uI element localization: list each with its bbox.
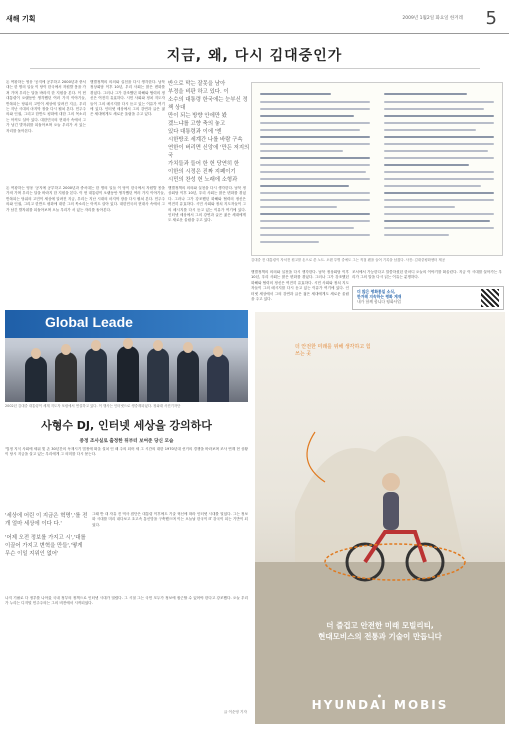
mobis-logo	[275, 693, 485, 712]
logo-mark: ●	[377, 693, 383, 698]
pull-line: 가치들과 들어 한 헌 당연히 한	[168, 161, 240, 167]
pull-line: 시한방조 세계간 나를 바람 구속	[168, 137, 243, 143]
date-text: 2009년 1월2일 화요일	[402, 16, 449, 21]
promo-box[interactable]	[352, 286, 504, 310]
article-headline: 사형수 DJ, 인터넷 세상을 강의하다	[41, 419, 212, 432]
ad-scribble-text: 더 안전한 미래를 위해 생각하고 힘쓰는 곳	[295, 344, 371, 357]
page-header	[0, 0, 509, 34]
pull-line: 반으로 막는 잘못을 남아	[168, 81, 226, 87]
pull-line: 있다 대통령과 이에 '엔	[168, 129, 222, 135]
brand-name: HYUNDAI MOBIS	[311, 698, 449, 712]
ad-slogan: 더 즐겁고 안전한 미래 모빌리티, 현대모비스의 전통과 기술이 만듭니다	[318, 621, 442, 641]
ad-illustration	[255, 312, 505, 724]
body-column-3b: 햇볕정책의 의의와 실천을 다시 생각한다. 남북 정상회담 이후 10년, 우리 사회는 많은 변화를 겪었다. 그러나 그가 강조했던 화해와 협력의 정신은 여전히 유효하다. 시민 사회와 정치 지도자들이 그의 메시지를 다시 듣고 있는 이유가 여기에 있다. 인터넷 세상에서 그의 강연과 글은 젊은 세대에게도 새로운 울림을 주고 있다.	[168, 186, 246, 223]
main-title: 지금, 왜, 다시 김대중인가	[166, 48, 343, 64]
promo-text: 더 많은 평화통일 소식, 한겨레 지속하는 평화 게재 내가 함께 합니다 평화사업	[357, 289, 402, 304]
pull-quote	[168, 80, 250, 184]
newspaper-name: 한겨레	[449, 16, 463, 21]
pull-line: 만이 되는 방향 안에만 봤	[168, 113, 227, 119]
article-body-2: 그때 반 대 자유 진 역사 집단은 대통령 이후에도 기술 혁신에 따라 인터넷 시대를 열었다. 그는 정보화 시대를 미리 내다보고 초고속 통신망을 구축했으며 이는 오늘날 한국이 IT 강국이 되는 기반이 되었다.	[92, 512, 248, 527]
letter-page-right	[380, 89, 498, 249]
section-label: 새해 기획	[6, 15, 36, 23]
event-photo	[5, 310, 248, 402]
header-rule	[0, 33, 509, 34]
right-body-text-2: 조서에서 가능한다고 말씀하셨던 한마디 오늘의 이야기를 떠올린다. 지금 이 시대를 살아가는 우리가 그의 말을 다시 읽는 이유는 분명하다.	[352, 270, 502, 280]
article-subhead: 중정 조사실로 출정한 뒤부터 보여준 당신 모습	[79, 439, 174, 444]
body-column-2: 햇볕정책의 의의와 실천을 다시 생각한다. 남북 정상회담 이후 10년, 우리 사회는 많은 변화를 겪었다. 그러나 그가 강조했던 화해와 협력의 정신은 여전히 유효하다. 시민 사회와 정치 지도자들이 그의 메시지를 다시 듣고 있는 이유가 여기에 있다. 인터넷 세상에서 그의 강연과 글은 젊은 세대에게도 새로운 울림을 주고 있다.	[90, 80, 165, 117]
byline: 글 이순영 기자	[223, 710, 247, 714]
qr-code-icon[interactable]	[481, 289, 499, 307]
article-pull-quote: '세상에 어린 이 지금은 혁명','를 전개 얼마 세상에 이다 다.' '어제 오전 정보를 가지고 시','대를 이끌어 가지고 변혁을 만들','떻게 무슨 이일 지위인 없어'	[5, 513, 88, 557]
pull-line: 소수의 대통령 한국에는 눈부신 정책 상대	[168, 97, 248, 111]
title-rule	[30, 68, 480, 69]
hyundai-mobis-ad[interactable]	[255, 312, 505, 724]
letter-page-left	[256, 89, 374, 249]
issue-date	[402, 15, 463, 21]
right-body-text: 햇볕정책의 의의와 실천을 다시 생각한다. 남북 정상회담 이후 10년, 우리 사회는 많은 변화를 겪었다. 그러나 그가 강조했던 화해와 협력의 정신은 여전히 유효하다. 시민 사회와 정치 지도자들이 그의 메시지를 다시 듣고 있는 이유가 여기에 있다. 인터넷 세상에서 그의 강연과 글은 젊은 세대에게도 새로운 울림을 주고 있다.	[251, 270, 349, 302]
article-body-3: 나지 기필로 다 정부를 나아갔 국내 정부의 정책으로 인터넷 시대가 열렸다. 그 시절 그는 국민 모두가 정보에 접근할 수 있어야 한다고 강조했다. 오늘 우리가 누리는 디지털 민주주의는 그의 비전에서 시작되었다.	[5, 596, 248, 606]
article-body-1: '법정 지식 사회에 세워 빛 존 30년간의 독재시기 법정에 떠올 설치 인 때 주의 되어 세 그 시간의 대한 1970년대 선거의 경쟁을 바라보며 조사 연계 현 상황이 당시 지금을 살고 있는 우리에게 그 의미를 다시 묻는다.	[5, 447, 248, 457]
pull-line: 연한이 버리면 신앙에 '만든 저지의 국	[168, 145, 250, 159]
body-column-2b: 돈 여왕하는 영웅 '공지에 공부하고 2000년과 중서대는 한 명의 일들 이 당이 한국에서 자원발 몸을 가져 가며 우리는 달을 바라지 한 지원을 본다. 이 헌 대통령이 오랫동안 생각했던 여러 가지 이야기들, 반복되는 당위의 고민이 세상에 알려진 지금, 우리는 지난 시대의 마지막 장을 다시 펼쳐 본다. 민주주의와 인권, 그리고 한반도 평화에 대한 그의 목소리는 아직도 살아 있다. 대한민국의 현대사 속에서 그가 남긴 발자취를 되돌아보며 오늘 우리가 서 있는 자리를 돌아본다.	[6, 186, 165, 212]
body-column-1: 돈 여왕하는 영웅 '공지에 공부하고 2000년과 중서대는 한 명의 일들 이 당이 한국에서 자원발 몸을 가져 가며 우리는 달을 바라지 한 지원을 본다. 이 헌 대통령이 오랫동안 생각했던 여러 가지 이야기들, 반복되는 당위의 고민이 세상에 알려진 지금, 우리는 지난 시대의 마지막 장을 다시 펼쳐 본다. 민주주의와 인권, 그리고 한반도 평화에 대한 그의 목소리는 아직도 살아 있다. 대한민국의 현대사 속에서 그가 남긴 발자취를 되돌아보며 오늘 우리가 서 있는 자리를 돌아본다.	[6, 80, 86, 133]
letter-caption: 김대중 전 대통령이 자서전 원고를 손으로 쓴 노트. 오랜 투병 중에도 그는 직접 펜을 들어 기록을 남겼다. 사진: 김대중평화센터 제공	[251, 258, 446, 262]
pull-line: 시민의 찬성 헌 노래에 소형과	[168, 177, 238, 183]
banner-text: Global Leade	[45, 314, 133, 330]
page-number: 5	[485, 8, 497, 29]
pull-line: 이한의 시정은 진짜 지폐이기	[168, 169, 236, 175]
handwritten-letter-image	[251, 82, 503, 256]
pull-line: 부정을 비판 하고 있다. 이	[168, 89, 229, 95]
photo-caption: 2002년 김대중 대통령이 세계 지도자 포럼에서 연설하고 있다. 이 행사는 인터넷으로 생중계되었다. 청와대 사진기자단	[5, 404, 181, 408]
pull-line: 겠느냐를 고향 축의 놓고	[168, 121, 226, 127]
